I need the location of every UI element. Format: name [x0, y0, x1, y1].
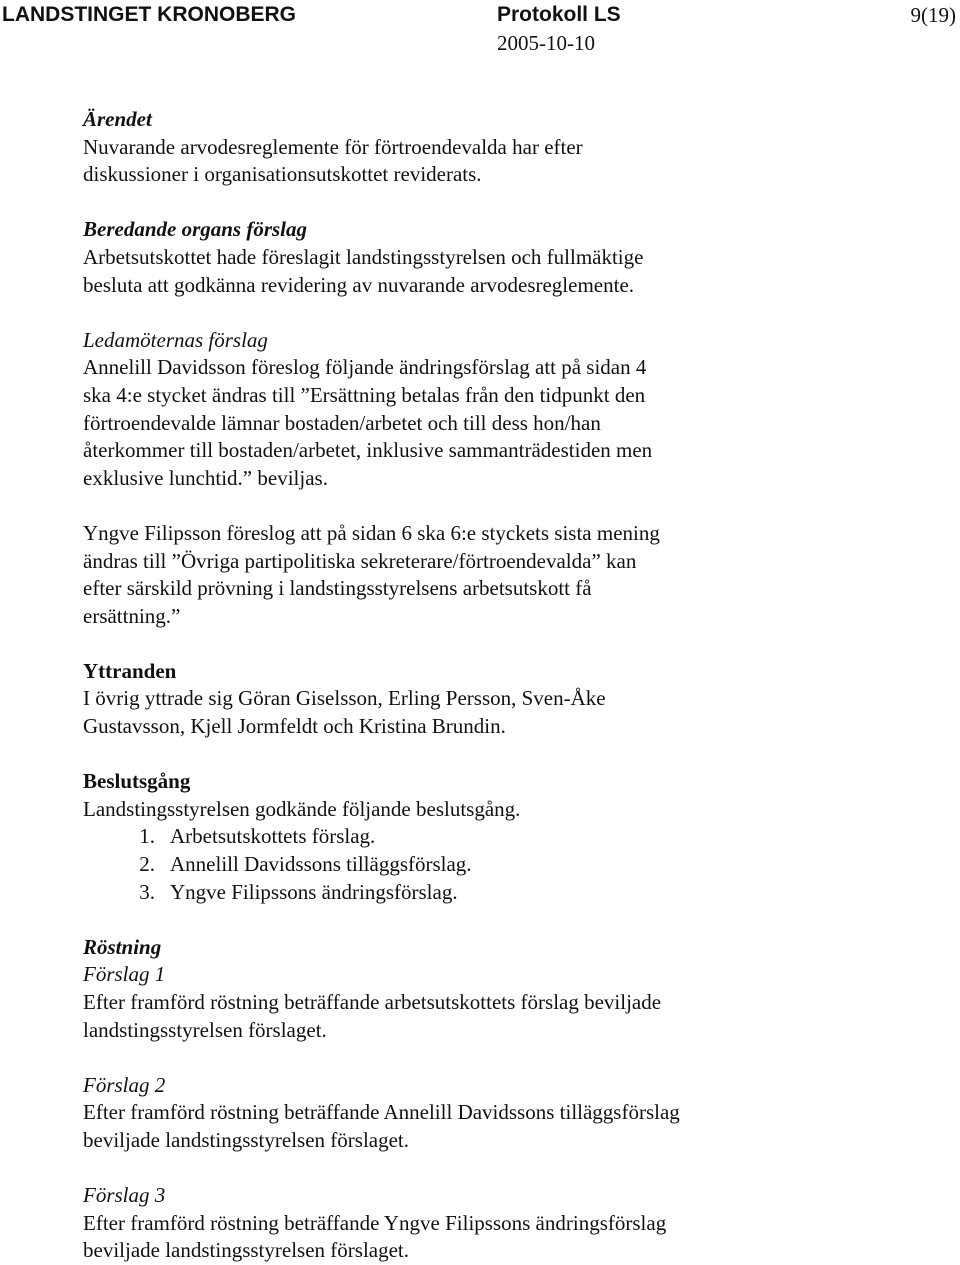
list-number: 1. — [139, 824, 155, 849]
decision-order-list — [83, 823, 943, 906]
paragraph-line: efter särskild prövning i landstingsstyrelsens arbetsutskott få — [83, 576, 592, 601]
paragraph-line: Arbetsutskottet hade föreslagit landstingsstyrelsen och fullmäktige — [83, 244, 644, 269]
paragraph-line: Efter framförd röstning beträffande Annelill Davidssons tilläggsförslag — [83, 1100, 680, 1125]
section-beredande — [83, 216, 943, 299]
organization-name: LANDSTINGET KRONOBERG — [2, 3, 296, 26]
section-ledamoternas — [83, 327, 943, 493]
document-title: Protokoll LS — [497, 3, 621, 26]
paragraph-line: ändras till ”Övriga partipolitiska sekreterare/förtroendevalda” kan — [83, 548, 637, 573]
document-body — [83, 106, 943, 1265]
paragraph-line: Efter framförd röstning beträffande arbetsutskottets förslag beviljade — [83, 990, 662, 1014]
paragraph-line: förtroendevalde lämnar bostaden/arbetet och till dess hon/han — [83, 410, 601, 435]
paragraph-line: beviljade landstingsstyrelsen förslaget. — [83, 1238, 410, 1263]
page-header — [0, 0, 960, 60]
list-item — [83, 823, 943, 851]
section-arendet — [83, 106, 943, 189]
section-heading: Ledamöternas förslag — [83, 327, 268, 352]
proposal-title: Förslag 3 — [83, 1183, 166, 1208]
paragraph-line: I övrig yttrade sig Göran Giselsson, Erling Persson, Sven-Åke — [83, 686, 606, 711]
document-date: 2005-10-10 — [497, 31, 595, 55]
section-heading: Röstning — [83, 934, 162, 959]
list-text: Annelill Davidssons tilläggsförslag. — [170, 852, 472, 877]
list-number: 3. — [139, 879, 155, 904]
section-yngve-proposal — [83, 520, 943, 630]
paragraph-line: exklusive lunchtid.” beviljas. — [83, 465, 328, 490]
paragraph-line: diskussioner i organisationsutskottet reviderats. — [83, 162, 482, 187]
proposal-title: Förslag 2 — [83, 1072, 166, 1097]
section-beslutsgang — [83, 768, 943, 906]
paragraph-line: besluta att godkänna revidering av nuvarande arvodesreglemente. — [83, 272, 635, 297]
list-item — [83, 851, 943, 879]
page-number: 9(19) — [910, 3, 956, 27]
section-heading: Beslutsgång — [83, 769, 191, 794]
section-yttranden — [83, 658, 943, 741]
paragraph-line: återkommer till bostaden/arbetet, inklusive sammanträdestiden men — [83, 438, 653, 463]
section-heading: Yttranden — [83, 658, 177, 683]
paragraph-line: beviljade landstingsstyrelsen förslaget. — [83, 1127, 410, 1152]
proposal-block — [83, 1182, 943, 1265]
paragraph-line: ersättning.” — [83, 603, 181, 628]
paragraph-line: Yngve Filipsson föreslog att på sidan 6 ska 6:e styckets sista mening — [83, 520, 660, 545]
paragraph-line: landstingsstyrelsen förslaget. — [83, 1017, 327, 1042]
paragraph-line: Gustavsson, Kjell Jormfeldt och Kristina Brundin. — [83, 714, 506, 739]
proposal-block — [83, 961, 943, 1044]
section-rostning — [83, 934, 943, 1265]
section-heading: Beredande organs förslag — [83, 217, 308, 242]
paragraph-line: Nuvarande arvodesreglemente för förtroendevalda har efter — [83, 134, 583, 159]
section-heading: Ärendet — [83, 107, 152, 131]
list-text: Yngve Filipssons ändringsförslag. — [170, 879, 458, 904]
paragraph-line: ska 4:e stycket ändras till ”Ersättning betalas från den tidpunkt den — [83, 382, 646, 407]
paragraph-line: Landstingsstyrelsen godkände följande beslutsgång. — [83, 796, 521, 821]
paragraph-line: Annelill Davidsson föreslog följande ändringsförslag att på sidan 4 — [83, 355, 647, 380]
list-number: 2. — [139, 852, 155, 877]
proposal-block — [83, 1072, 943, 1155]
list-item — [83, 879, 943, 907]
proposal-title: Förslag 1 — [83, 962, 166, 987]
paragraph-line: Efter framförd röstning beträffande Yngve Filipssons ändringsförslag — [83, 1210, 667, 1235]
list-text: Arbetsutskottets förslag. — [170, 824, 376, 849]
